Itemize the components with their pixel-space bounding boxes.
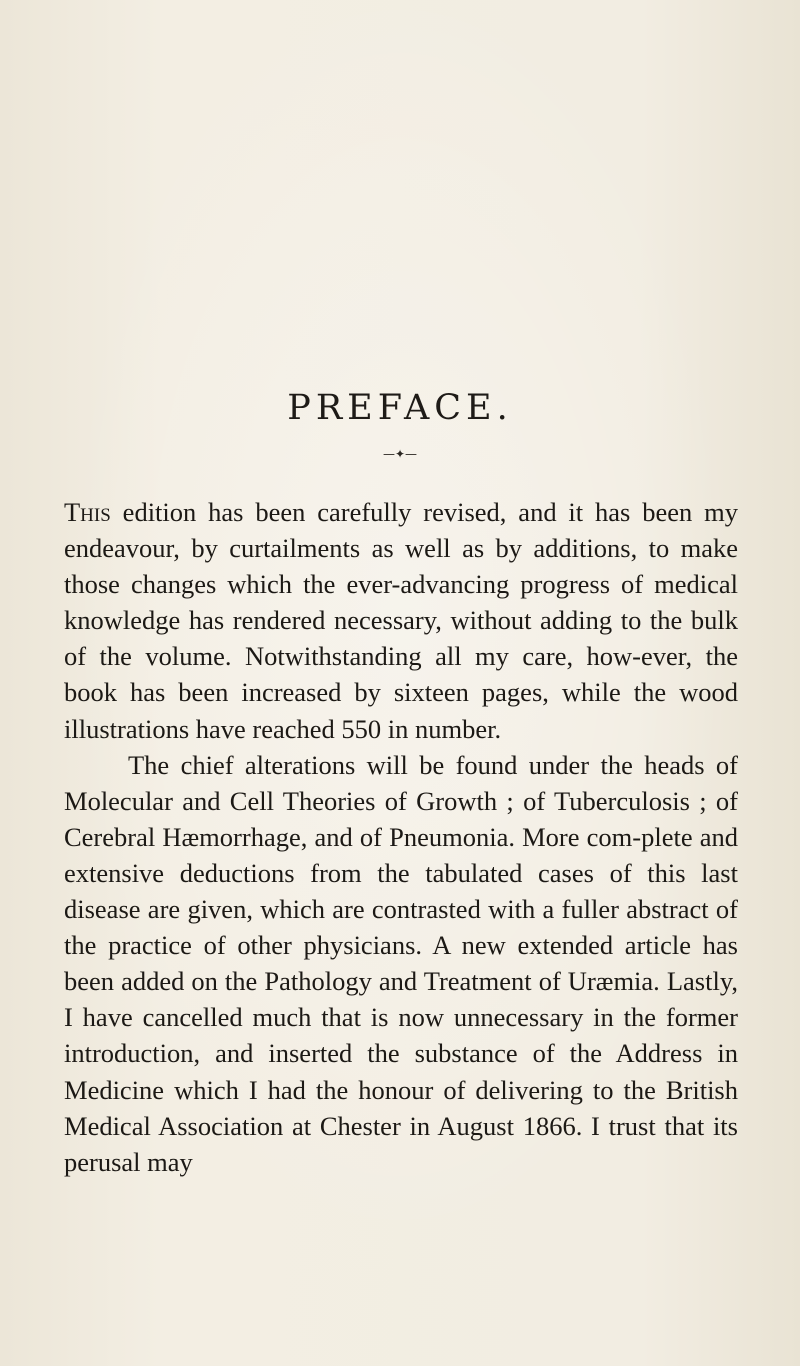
- ornament-divider: —✦—: [382, 447, 418, 461]
- paragraph-1-text: edition has been carefully revised, and it has been my endeavour, by curtailments as well as by additions, to make those changes which the ever-advancing progress of medical knowledge has rendered necessary, without adding to the bulk of the volume. Notwithstanding all my care, how-ever, the book has been increased by sixteen pages, while the wood illustrations have reached 550 in number.: [64, 497, 738, 744]
- paragraph-1: [64, 494, 738, 747]
- paragraph-2: The chief alterations will be found under the heads of Molecular and Cell Theories of Growth ; of Tuberculosis ; of Cerebral Hæmorrhage, and of Pneumonia. More com-plete and extensive deductions from the tabulated cases of this last disease are given, which are contrasted with a fuller abstract of the practice of other physicians. A new extended article has been added on the Pathology and Treatment of Uræmia. Lastly, I have cancelled much that is now unnecessary in the former introduction, and inserted the substance of the Address in Medicine which I had the honour of delivering to the British Medical Association at Chester in August 1866. I trust that its perusal may: [64, 749, 738, 1177]
- page-title: PREFACE.: [287, 388, 513, 428]
- paragraph-1-lead: This: [64, 497, 111, 527]
- preface-body: [64, 494, 738, 1180]
